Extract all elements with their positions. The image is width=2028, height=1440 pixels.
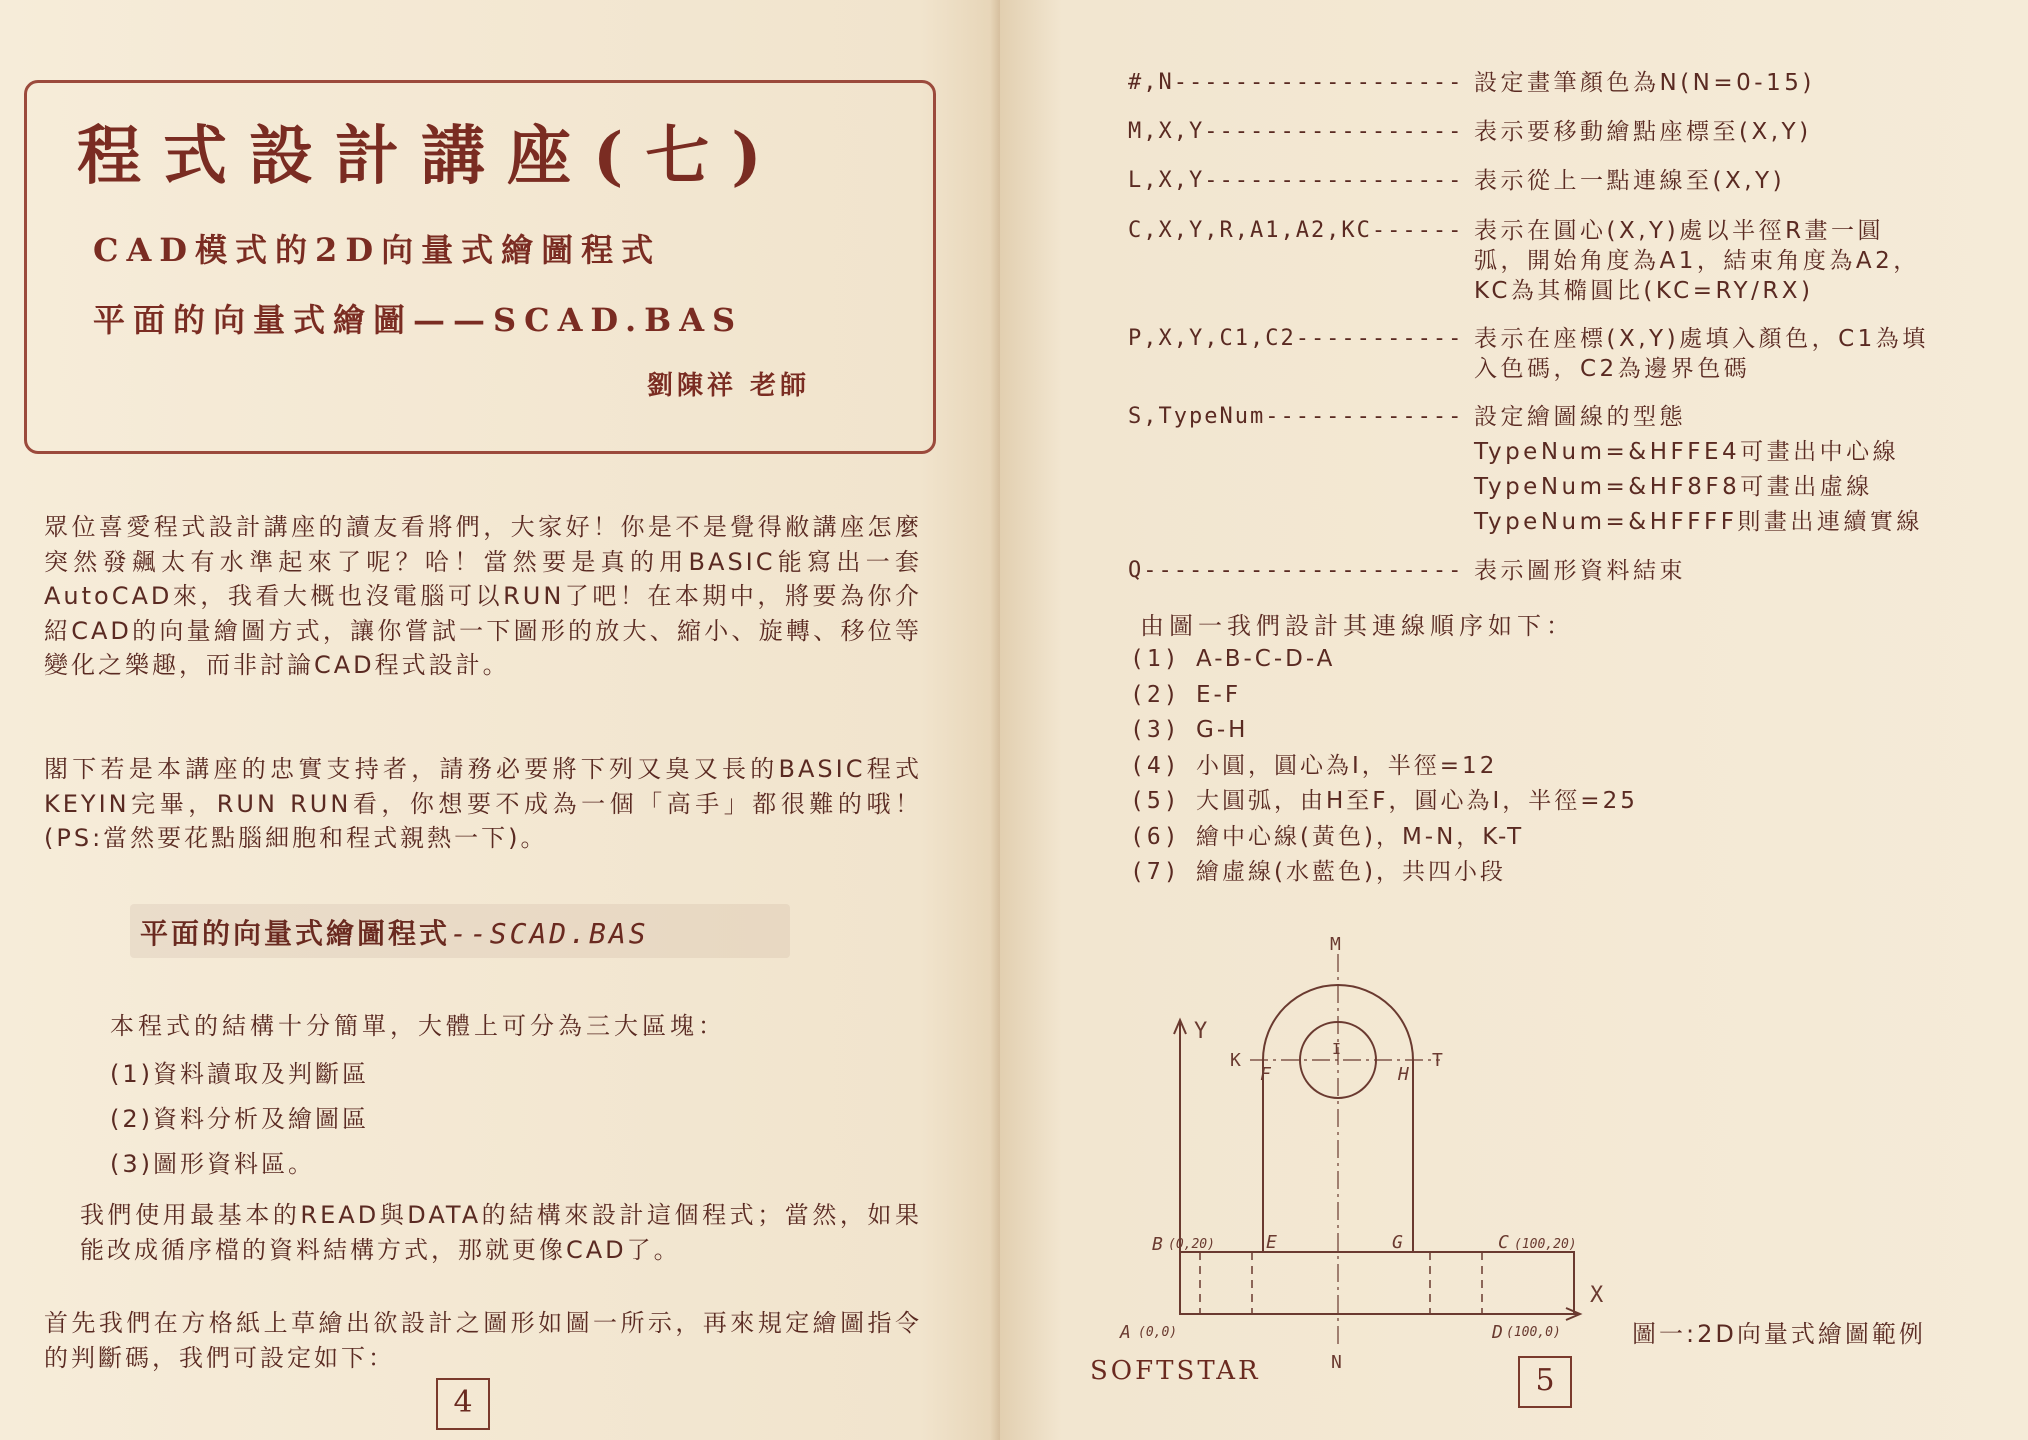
command-code: Q--------------------- [1128,558,1464,583]
section-heading [140,912,780,956]
subtitle-2: 平面的向量式繪圖——SCAD.BAS [93,301,744,339]
command-desc: 表示要移動繪點座標至(X,Y) [1474,119,1812,145]
figure-caption: 圖一:2D向量式繪圖範例 [1632,1320,1926,1348]
sequence-number: (4) [1130,752,1181,779]
label-y: Y [1194,1019,1208,1044]
list-item [1130,642,1638,678]
sequence-text: 繪虛線(水藍色)，共四小段 [1196,859,1506,885]
cad-figure [1100,930,1640,1370]
label-h: H [1398,1064,1409,1085]
command-desc: 表示圖形資料結束 [1474,558,1686,584]
page-number-right: 5 [1518,1356,1572,1408]
label-c: C [1498,1232,1509,1253]
command-code: S,TypeNum------------- [1128,404,1464,429]
intro-paragraph: 眾位喜愛程式設計講座的讀友看將們，大家好！你是不是覺得敝講座怎麼突然發飆太有水準起來了呢？哈！當然要是真的用BASIC能寫出一套AutoCAD來，我看大概也沒電腦可以RUN了吧！在本期中，將要為你介紹CAD的向量繪圖方式，讓你嘗試一下圖形的放大、縮小、旋轉、移位等變化之樂趣，而非討論CAD程式設計。 [44,513,922,679]
list-item [1130,784,1638,820]
sequence-number: (6) [1130,823,1181,850]
page-number-left: 4 [436,1378,490,1430]
label-a-coord: (0,0) [1138,1325,1178,1340]
title-box [24,80,936,454]
sequence-number: (1) [1130,646,1181,672]
sequence-text: 大圓弧，由H至F，圓心為I，半徑=25 [1196,788,1638,814]
command-code: M,X,Y----------------- [1128,119,1464,144]
author: 劉陳祥 老師 [647,371,811,401]
label-g: G [1392,1232,1403,1253]
section-heading-text: 平面的向量式繪圖程式 [140,917,451,950]
sequence-number: (7) [1130,859,1181,885]
page-title: 程式設計講座(七) [77,119,784,194]
sequence-text: 小圓，圓心為I，半徑=12 [1196,752,1498,779]
label-b: B [1152,1234,1163,1255]
reader-paragraph: 閣下若是本講座的忠實支持者，請務必要將下列又臭又長的BASIC程式KEYIN完畢，RUN RUN看，你想要不成為一個「高手」都很難的哦！(PS:當然要花點腦細胞和程式親熱一下)。 [44,755,922,852]
command-desc: 表示在圓心(X,Y)處以半徑R畫一圓弧，開始角度為A1，結束角度為A2，KC為其橢圓比(KC=RY/RX) [1474,218,1920,304]
label-x: X [1590,1283,1604,1308]
subtitle-1: CAD模式的2D向量式繪圖程式 [93,231,662,269]
structure-list [110,1052,369,1187]
list-item [1130,713,1638,749]
sequence-text: A-B-C-D-A [1196,646,1336,672]
command-desc: 表示從上一點連線至(X,Y) [1474,168,1786,194]
section-heading-code: --SCAD.BAS [450,917,649,950]
list-item: (3)圖形資料區。 [110,1150,315,1178]
list-item [1130,749,1638,785]
typenum-line: TypeNum=&HFFFF則畫出連續實線 [1474,509,1923,535]
command-desc: 表示在座標(X,Y)處填入顏色，C1為填入色碼，C2為邊界色碼 [1474,326,1929,382]
sequence-number: (2) [1130,681,1181,708]
command-code: P,X,Y,C1,C2----------- [1128,326,1464,351]
list-item [1130,820,1638,856]
label-d: D [1492,1322,1503,1343]
sequence-intro: 由圖一我們設計其連線順序如下： [1140,612,1575,640]
label-m: M [1330,934,1341,955]
command-desc: 設定繪圖線的型態 [1474,404,1686,430]
label-a: A [1120,1322,1131,1343]
label-t: T [1432,1050,1443,1071]
sequence-list [1130,642,1638,891]
label-d-coord: (100,0) [1506,1325,1561,1340]
list-item: (1)資料讀取及判斷區 [110,1060,369,1088]
command-code: C,X,Y,R,A1,A2,KC------ [1128,218,1464,243]
command-desc: 設定畫筆顏色為N(N=0-15) [1474,70,1815,96]
structure-intro: 本程式的結構十分簡單，大體上可分為三大區塊： [110,1012,726,1040]
sequence-text: G-H [1196,717,1249,743]
typenum-line: TypeNum=&HFFE4可畫出中心線 [1474,439,1900,465]
base-rectangle [1180,1252,1574,1314]
left-page [0,0,1000,1440]
list-item: (2)資料分析及繪圖區 [110,1105,369,1133]
label-b-coord: (0,20) [1168,1237,1215,1252]
list-item [1130,678,1638,714]
publisher-logo: SOFTSTAR [1090,1356,1261,1386]
read-data-paragraph: 我們使用最基本的READ與DATA的結構來設計這個程式；當然，如果能改成循序檔的資料結構方式，那就更像CAD了。 [80,1201,922,1264]
command-code: #,N------------------- [1128,70,1464,95]
sketch-paragraph: 首先我們在方格紙上草繪出欲設計之圖形如圖一所示，再來規定繪圖指令的判斷碼，我們可設定如下： [44,1309,922,1372]
typenum-line: TypeNum=&HF8F8可畫出虛線 [1474,474,1873,500]
label-e: E [1266,1232,1277,1253]
sequence-text: 繪中心線(黃色)，M-N，K-T [1196,823,1525,850]
sequence-number: (5) [1130,788,1181,814]
sequence-number: (3) [1130,717,1181,743]
command-code: L,X,Y----------------- [1128,168,1464,193]
label-c-coord: (100,20) [1514,1237,1577,1252]
list-item [1130,855,1638,891]
label-f: F [1260,1064,1271,1085]
label-i: I [1332,1040,1342,1058]
label-n: N [1331,1352,1342,1370]
sequence-text: E-F [1196,681,1242,708]
label-k: K [1230,1050,1241,1071]
